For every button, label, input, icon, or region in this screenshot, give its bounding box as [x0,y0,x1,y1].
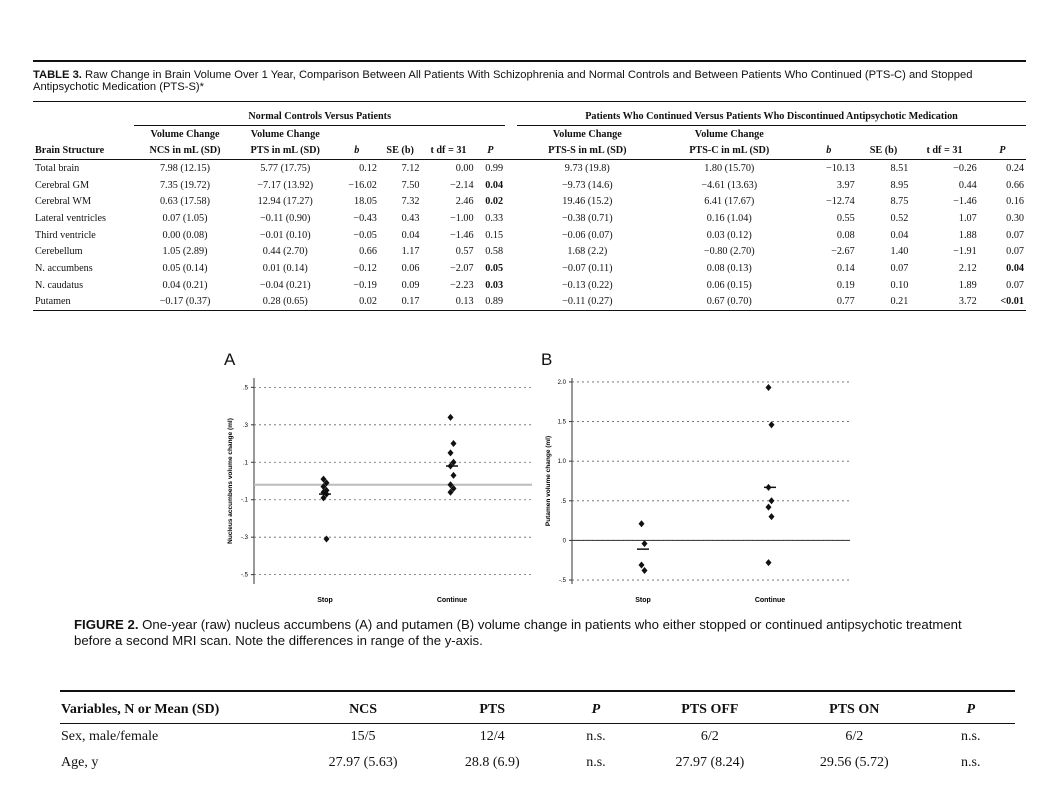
table3 [33,108,1026,311]
table-cell-se: 0.04 [401,229,420,241]
table4 [60,697,1015,776]
table-cell-t2: 3.72 [958,296,977,308]
table-cell-b2: 0.08 [836,229,855,241]
table4-cell: 15/5 [350,729,376,744]
table-cell-b: −16.02 [348,179,377,191]
table-cell-pts: −7.17 (13.92) [257,179,314,191]
table-cell-ncs: 0.63 (17.58) [159,196,211,208]
table-cell-ptss: 9.73 (19.8) [564,162,610,174]
y-tick-label: 0 [562,538,566,545]
table-cell-b2: −2.67 [831,246,855,258]
table-cell-ptss: 19.46 (15.2) [562,196,613,208]
table3-group-row [33,108,1026,125]
table-cell-t: −1.46 [449,229,474,241]
table-cell-t2: 1.07 [958,212,977,224]
y-tick-label: .5 [560,498,566,505]
table-cell-b: 0.02 [359,296,377,308]
table-spacer [505,227,517,244]
table-cell-ptsc: 0.16 (1.04) [706,212,752,224]
table-cell-s: Third ventricle [35,229,96,241]
table-cell-p2: 0.24 [1006,162,1024,174]
table-cell-se: 7.50 [401,179,420,191]
table-cell-s: Cerebellum [35,246,83,258]
header-ptsc: Volume Change [694,128,764,140]
table-cell-b2: 0.14 [836,263,855,275]
table-cell-ncs: 0.04 (0.21) [162,279,208,291]
table-cell-p: 0.89 [485,296,504,308]
table4-cell: n.s. [586,729,606,744]
table-cell-s: Putamen [35,296,71,308]
table-cell-b2: −10.13 [826,162,855,174]
table-spacer [505,193,517,210]
table4-cell: Sex, male/female [61,729,159,744]
table-cell-t2: 0.44 [958,179,977,191]
y-tick-label: .3 [242,422,248,429]
y-tick-label: 1.5 [557,419,566,426]
table-cell-pts: 0.44 (2.70) [262,246,308,258]
table-cell-p2: 0.07 [1006,279,1024,291]
table-cell-p2: 0.66 [1006,179,1024,191]
panel-b-label: B [541,350,553,369]
table-cell-ptss: −0.07 (0.11) [562,263,613,275]
table-row [33,244,1026,261]
table-spacer [505,160,517,177]
table-cell-ncs: 1.05 (2.89) [162,246,208,258]
table-cell-pts: −0.01 (0.10) [259,229,311,241]
table-cell-ncs: 7.98 (12.15) [159,162,211,174]
table4-header-p2: P [966,702,976,717]
table-cell-b: −0.12 [353,263,377,275]
table4-cell: 6/2 [845,729,864,744]
x-category-label: Stop [635,597,651,604]
table-cell-p: 0.15 [485,229,504,241]
table-cell-pts: 5.77 (17.75) [260,162,311,174]
table-cell-ptsc: −4.61 (13.63) [701,179,758,191]
table-cell-se: 0.17 [401,296,420,308]
table-spacer [505,277,517,294]
table-cell-p: 0.04 [485,179,504,191]
table-cell-t: −1.00 [449,212,474,224]
table4-cell: 12/4 [479,729,505,744]
table-cell-t: 0.13 [455,296,474,308]
header-brain-structure: Brain Structure [35,145,105,157]
data-point [769,513,775,520]
header-t: t df = 31 [430,145,467,157]
table-cell-t: 2.46 [455,196,474,208]
table3-header-row-2 [33,142,1026,159]
table-cell-b: −0.43 [353,212,377,224]
table-cell-p2: 0.07 [1006,246,1024,258]
table-cell-b: 0.12 [359,162,377,174]
table3-label: TABLE 3. [33,69,82,81]
table-cell-s: N. caudatus [35,279,84,291]
table-cell-b2: −12.74 [826,196,855,208]
table-cell-t2: 1.89 [958,279,977,291]
table-cell-b2: 0.55 [836,212,855,224]
table-cell-b: 18.05 [353,196,377,208]
table-cell-ncs: −0.17 (0.37) [159,296,211,308]
table-row [33,277,1026,294]
y-axis-label: Nucleus accumbens volume change (ml) [227,418,234,544]
table-cell-t2: −1.46 [953,196,977,208]
table4-cell: Age, y [61,755,99,770]
table-cell-t: 0.57 [455,246,474,258]
table-cell-t2: −0.26 [953,162,977,174]
table3-header-row-1 [33,125,1026,142]
table-cell-pts: −0.04 (0.21) [259,279,311,291]
table-spacer [505,177,517,194]
table3-caption [33,69,1026,93]
table3-body [33,160,1026,311]
data-point [448,414,454,421]
table4-header-ncs: NCS [349,702,378,717]
header-pts: Volume Change [250,128,320,140]
table-row [33,160,1026,177]
chart-panel-a [220,372,540,608]
table-cell-ptsc: 0.06 (0.15) [706,279,752,291]
table-cell-s: Cerebral GM [35,179,90,191]
table-row [33,210,1026,227]
data-point [642,540,648,547]
data-point [769,497,775,504]
table-cell-ptsc: 0.03 (0.12) [706,229,752,241]
x-category-label: Continue [754,597,786,604]
table-cell-se2: 0.52 [890,212,909,224]
table-cell-ptsc: 0.67 (0.70) [706,296,752,308]
table-spacer [505,244,517,261]
table-cell-t: −2.14 [449,179,474,191]
table3-top-rule [33,60,1026,62]
table-cell-p: 0.05 [485,263,504,275]
table4-body [60,724,1015,777]
table-cell-se2: 0.04 [890,229,909,241]
y-tick-label: -.5 [240,572,248,579]
table-row [33,227,1026,244]
table-cell-ptss: −0.11 (0.27) [562,296,613,308]
table-cell-b2: 3.97 [836,179,855,191]
data-point [639,561,645,568]
table4-cell: n.s. [961,755,981,770]
table-cell-ptsc: −0.80 (2.70) [703,246,755,258]
header-b2: b [826,145,832,157]
table-cell-p2: 0.16 [1006,196,1024,208]
table-cell-se2: 0.21 [890,296,909,308]
table-spacer [505,294,517,311]
table-spacer [505,260,517,277]
table-cell-p: 0.02 [485,196,504,208]
data-point [451,472,457,479]
table-cell-pts: 12.94 (17.27) [257,196,313,208]
table-cell-b: −0.19 [353,279,377,291]
table-cell-pts: 0.28 (0.65) [262,296,308,308]
table-cell-s: Lateral ventricles [35,212,106,224]
table-cell-s: Total brain [35,162,80,174]
table-cell-se2: 8.51 [890,162,909,174]
header-p: P [487,145,494,157]
table-cell-se2: 8.75 [890,196,909,208]
table-cell-ptss: 1.68 (2.2) [567,246,608,258]
table-cell-b: −0.05 [353,229,377,241]
table-cell-ptss: −0.13 (0.22) [561,279,613,291]
table-cell-ncs: 0.00 (0.08) [162,229,208,241]
header-ptss-ml: PTS-S in mL (SD) [548,145,627,157]
y-tick-label: 1.0 [557,459,566,466]
table-cell-b2: 0.77 [836,296,855,308]
y-tick-label: -.5 [558,578,566,585]
table-cell-se: 0.09 [401,279,420,291]
header-pts-ml: PTS in mL (SD) [250,145,320,157]
table4-header-pts-on: PTS ON [829,702,880,717]
table-cell-se2: 0.07 [890,263,909,275]
table-cell-p: 0.03 [485,279,504,291]
table-cell-se: 0.06 [401,263,420,275]
table-cell-b2: 0.19 [836,279,855,291]
y-tick-label: .1 [242,460,248,467]
table4-cell: 27.97 (8.24) [675,755,745,770]
data-point [769,421,775,428]
table-cell-s: N. accumbens [35,263,93,275]
table4-cell: n.s. [586,755,606,770]
table4-header-p: P [591,702,601,717]
table-cell-se2: 1.40 [890,246,909,258]
figure2-caption [74,617,994,649]
table-cell-p2: 0.04 [1006,263,1024,275]
y-tick-label: .5 [242,385,248,392]
table-cell-ncs: 7.35 (19.72) [159,179,211,191]
data-point [642,567,648,574]
header-ncs-ml: NCS in mL (SD) [149,145,221,157]
data-point [766,559,772,566]
table-cell-t2: 1.88 [958,229,977,241]
table-cell-p: 0.58 [485,246,504,258]
table-cell-ptss: −0.06 (0.07) [561,229,613,241]
x-category-label: Continue [436,597,468,604]
table-cell-t2: 2.12 [958,263,977,275]
data-point [766,504,772,511]
table-row [33,294,1026,311]
header-ncs: Volume Change [150,128,220,140]
y-tick-label: 2.0 [557,379,566,386]
table4-top-rule [60,690,1015,692]
header-t2: t df = 31 [926,145,963,157]
table3-group-continued: Patients Who Continued Versus Patients Who Discontinued Antipsychotic Medication [517,108,1026,125]
table-cell-ncs: 0.07 (1.05) [162,212,208,224]
table-cell-p2: <0.01 [1000,296,1024,308]
table-row [33,177,1026,194]
header-se2: SE (b) [869,145,898,157]
header-ptss: Volume Change [552,128,622,140]
table-cell-ptss: −9.73 (14.6) [561,179,613,191]
data-point [448,449,454,456]
table4-header-pts: PTS [479,702,506,717]
table-cell-t: −2.23 [449,279,474,291]
data-point [324,536,330,543]
header-se: SE (b) [386,145,414,157]
table-cell-s: Cerebral WM [35,196,92,208]
data-point [451,440,457,447]
table-cell-pts: 0.01 (0.14) [262,263,308,275]
table-cell-se: 7.12 [401,162,420,174]
x-category-label: Stop [317,597,333,604]
y-axis-label: Putamen volume change (ml) [545,435,552,527]
table-cell-b: 0.66 [359,246,377,258]
table-cell-ncs: 0.05 (0.14) [162,263,208,275]
table-row [60,724,1015,751]
table-cell-ptss: −0.38 (0.71) [561,212,613,224]
table-cell-p: 0.99 [485,162,504,174]
table-cell-t2: −1.91 [953,246,977,258]
table-cell-se2: 0.10 [890,279,909,291]
chart-panel-b [538,372,858,608]
table-spacer [505,210,517,227]
table4-cell: n.s. [961,729,981,744]
table-cell-p2: 0.07 [1006,229,1024,241]
table-cell-se2: 8.95 [890,179,909,191]
table-cell-se: 1.17 [401,246,420,258]
table4-header-row [60,697,1015,724]
table4-cell: 6/2 [700,729,719,744]
panel-a-label: A [224,350,236,369]
figure2-caption-text: One-year (raw) nucleus accumbens (A) and putamen (B) volume change in patients who either stopped or continued antipsychotic treatment before a second MRI scan. Note the differences in range of the y-axis. [74,617,962,648]
data-point [639,520,645,527]
data-point [766,384,772,391]
table4-header-pts-off: PTS OFF [681,702,739,717]
table4-header-variables: Variables, N or Mean (SD) [61,702,220,717]
table-cell-ptsc: 1.80 (15.70) [704,162,755,174]
table-cell-p2: 0.30 [1006,212,1024,224]
table4-cell: 27.97 (5.63) [328,755,398,770]
table-row [60,750,1015,776]
table-cell-t: −2.07 [449,263,474,275]
y-tick-label: -.1 [240,497,248,504]
header-p2: P [999,145,1006,157]
table3-group-normal-controls: Normal Controls Versus Patients [134,108,505,125]
table-cell-p: 0.33 [485,212,504,224]
table-row [33,260,1026,277]
table-cell-ptsc: 6.41 (17.67) [704,196,755,208]
header-ptsc-ml: PTS-C in mL (SD) [689,145,770,157]
table4-cell: 29.56 (5.72) [819,755,889,770]
table4-cell: 28.8 (6.9) [464,755,520,770]
figure2-label: FIGURE 2. [74,617,139,632]
table-row [33,193,1026,210]
table-cell-t: 0.00 [455,162,474,174]
table-cell-se: 0.43 [401,212,420,224]
table3-caption-text: Raw Change in Brain Volume Over 1 Year, Comparison Between All Patients With Schizophrenia and Normal Controls and Between Patients Who Continued (PTS-C) and Stopped Antipsychotic Medication (PTS-S)* [33,69,973,93]
table3-caption-rule [33,101,1026,102]
table-cell-se: 7.32 [401,196,420,208]
table-cell-pts: −0.11 (0.90) [260,212,311,224]
header-b: b [354,145,360,157]
y-tick-label: -.3 [240,535,248,542]
table-cell-ptsc: 0.08 (0.13) [706,263,752,275]
